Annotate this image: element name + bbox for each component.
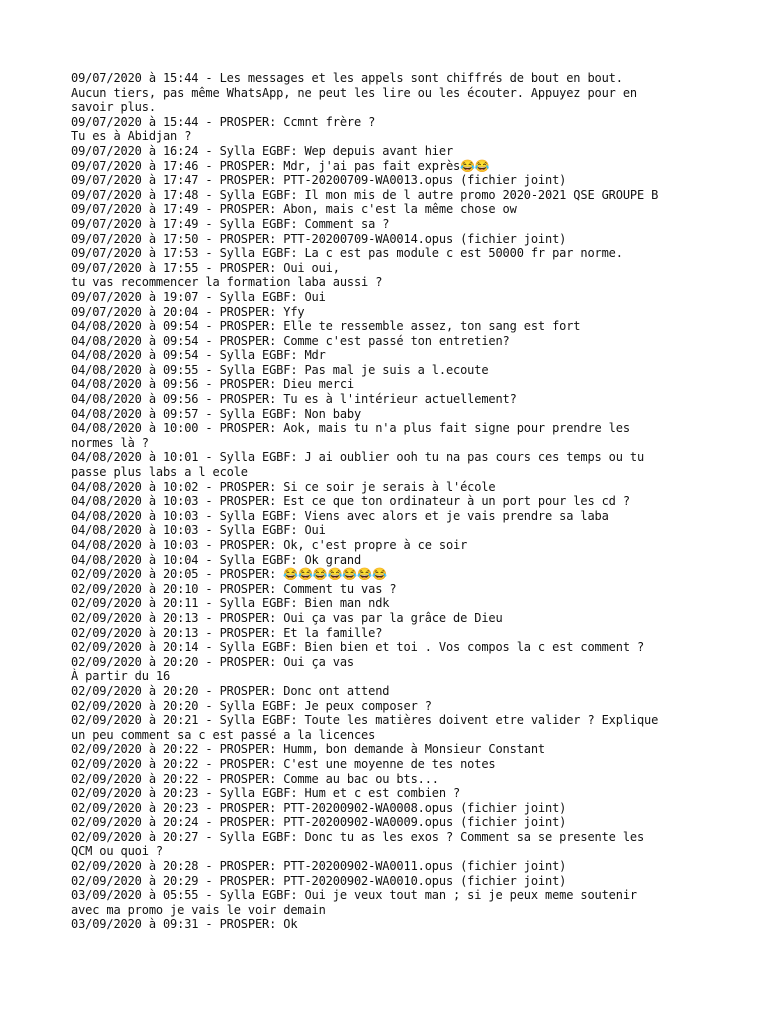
transcript-line: 02/09/2020 à 20:23 - Sylla EGBF: Hum et c est combien ? — [71, 786, 461, 801]
transcript-line: Aucun tiers, pas même WhatsApp, ne peut les lire ou les écouter. Appuyez pour en — [71, 85, 637, 100]
transcript-line: 04/08/2020 à 10:03 - PROSPER: Est ce que ton ordinateur à un port pour les cd ? — [71, 494, 630, 509]
transcript-line: passe plus labs a l ecole — [71, 465, 248, 480]
transcript-line: 04/08/2020 à 09:56 - PROSPER: Dieu merci — [71, 377, 354, 392]
transcript-line: 09/07/2020 à 17:47 - PROSPER: PTT-20200709-WA0013.opus (fichier joint) — [71, 173, 567, 188]
transcript-line: 09/07/2020 à 17:49 - PROSPER: Abon, mais c'est la même chose ow — [71, 202, 517, 217]
transcript-line: 02/09/2020 à 20:24 - PROSPER: PTT-20200902-WA0009.opus (fichier joint) — [71, 815, 567, 830]
transcript-line: 04/08/2020 à 09:54 - PROSPER: Comme c'est passé ton entretien? — [71, 333, 510, 348]
transcript-line: 04/08/2020 à 10:03 - PROSPER: Ok, c'est propre à ce soir — [71, 538, 468, 552]
transcript-line: 02/09/2020 à 20:13 - PROSPER: Oui ça vas par la grâce de Dieu — [71, 610, 503, 625]
transcript-line: 02/09/2020 à 20:22 - PROSPER: C'est une moyenne de tes notes — [71, 756, 496, 771]
transcript-line: 04/08/2020 à 09:54 - Sylla EGBF: Mdr — [71, 348, 326, 363]
transcript-line: 04/08/2020 à 09:56 - PROSPER: Tu es à l'intérieur actuellement? — [71, 392, 517, 407]
transcript-line: tu vas recommencer la formation laba aussi ? — [71, 275, 383, 290]
transcript-line: 09/07/2020 à 17:53 - Sylla EGBF: La c est pas module c est 50000 fr par norme. — [71, 246, 623, 261]
transcript-line: normes là ? — [71, 435, 149, 450]
transcript-line: 02/09/2020 à 20:11 - Sylla EGBF: Bien man ndk — [71, 596, 390, 611]
transcript-line: 09/07/2020 à 17:46 - PROSPER: Mdr, j'ai pas fait exprès😂😂 — [71, 158, 490, 173]
transcript-line: 09/07/2020 à 17:50 - PROSPER: PTT-20200709-WA0014.opus (fichier joint) — [71, 231, 567, 246]
transcript-line: 02/09/2020 à 20:14 - Sylla EGBF: Bien bien et toi . Vos compos la c est comment ? — [71, 640, 645, 655]
transcript-line: 09/07/2020 à 15:44 - Les messages et les appels sont chiffrés de bout en bout. — [71, 71, 623, 85]
transcript-line: QCM ou quoi ? — [71, 844, 163, 859]
transcript-line: 02/09/2020 à 20:29 - PROSPER: PTT-20200902-WA0010.opus (fichier joint) — [71, 873, 567, 888]
transcript-line: 02/09/2020 à 20:10 - PROSPER: Comment tu vas ? — [71, 581, 397, 596]
transcript-line: 04/08/2020 à 09:55 - Sylla EGBF: Pas mal je suis a l.ecoute — [71, 362, 489, 377]
transcript-line: Tu es à Abidjan ? — [71, 129, 192, 144]
chat-transcript-page — [71, 71, 711, 932]
transcript-line: 04/08/2020 à 09:57 - Sylla EGBF: Non baby — [71, 406, 362, 421]
transcript-line: 02/09/2020 à 20:22 - PROSPER: Humm, bon demande à Monsieur Constant — [71, 742, 545, 757]
transcript-line: 09/07/2020 à 17:55 - PROSPER: Oui oui, — [71, 260, 340, 275]
transcript-line: 02/09/2020 à 20:22 - PROSPER: Comme au bac ou bts... — [71, 771, 439, 786]
transcript-line: 02/09/2020 à 20:20 - Sylla EGBF: Je peux composer ? — [71, 698, 432, 713]
transcript-line: 02/09/2020 à 20:28 - PROSPER: PTT-20200902-WA0011.opus (fichier joint) — [71, 859, 567, 874]
transcript-line: 09/07/2020 à 15:44 - PROSPER: Ccmnt frère ? — [71, 114, 376, 129]
transcript-line: avec ma promo je vais le voir demain — [71, 902, 326, 917]
transcript-line: 02/09/2020 à 20:13 - PROSPER: Et la famille? — [71, 625, 383, 640]
transcript-line: 02/09/2020 à 20:20 - PROSPER: Oui ça vas — [71, 654, 354, 669]
transcript-line: 03/09/2020 à 09:31 - PROSPER: Ok — [71, 917, 298, 932]
transcript-line: À partir du 16 — [71, 669, 171, 684]
transcript-line: 09/07/2020 à 20:04 - PROSPER: Yfy — [71, 304, 305, 319]
transcript-line: 04/08/2020 à 10:01 - Sylla EGBF: J ai oublier ooh tu na pas cours ces temps ou tu — [71, 450, 645, 465]
transcript-line: 02/09/2020 à 20:20 - PROSPER: Donc ont attend — [71, 683, 390, 698]
transcript-line: savoir plus. — [71, 100, 156, 115]
transcript-line: 02/09/2020 à 20:05 - PROSPER: 😂😂😂😂😂😂😂 — [71, 567, 387, 582]
transcript-line: 09/07/2020 à 19:07 - Sylla EGBF: Oui — [71, 289, 326, 304]
transcript-line: 04/08/2020 à 09:54 - PROSPER: Elle te ressemble assez, ton sang est fort — [71, 319, 581, 334]
transcript-line: 04/08/2020 à 10:02 - PROSPER: Si ce soir je serais à l'école — [71, 479, 496, 494]
transcript-line: 04/08/2020 à 10:04 - Sylla EGBF: Ok grand — [71, 552, 362, 567]
transcript-line: 09/07/2020 à 17:48 - Sylla EGBF: Il mon mis de l autre promo 2020-2021 QSE GROUPE B — [71, 187, 659, 202]
transcript-line: 02/09/2020 à 20:21 - Sylla EGBF: Toute les matières doivent etre valider ? Explique — [71, 713, 659, 728]
transcript-line: 04/08/2020 à 10:03 - Sylla EGBF: Oui — [71, 523, 326, 538]
transcript-line: 04/08/2020 à 10:03 - Sylla EGBF: Viens avec alors et je vais prendre sa laba — [71, 508, 609, 523]
transcript-line: un peu comment sa c est passé a la licences — [71, 727, 376, 742]
transcript-line: 04/08/2020 à 10:00 - PROSPER: Aok, mais tu n'a plus fait signe pour prendre les — [71, 421, 630, 436]
transcript-line: 09/07/2020 à 16:24 - Sylla EGBF: Wep depuis avant hier — [71, 143, 454, 158]
transcript-line: 09/07/2020 à 17:49 - Sylla EGBF: Comment sa ? — [71, 216, 390, 231]
transcript-line: 03/09/2020 à 05:55 - Sylla EGBF: Oui je veux tout man ; si je peux meme soutenir — [71, 888, 637, 903]
transcript-line: 02/09/2020 à 20:23 - PROSPER: PTT-20200902-WA0008.opus (fichier joint) — [71, 800, 567, 815]
transcript-line: 02/09/2020 à 20:27 - Sylla EGBF: Donc tu as les exos ? Comment sa se presente les — [71, 829, 645, 844]
